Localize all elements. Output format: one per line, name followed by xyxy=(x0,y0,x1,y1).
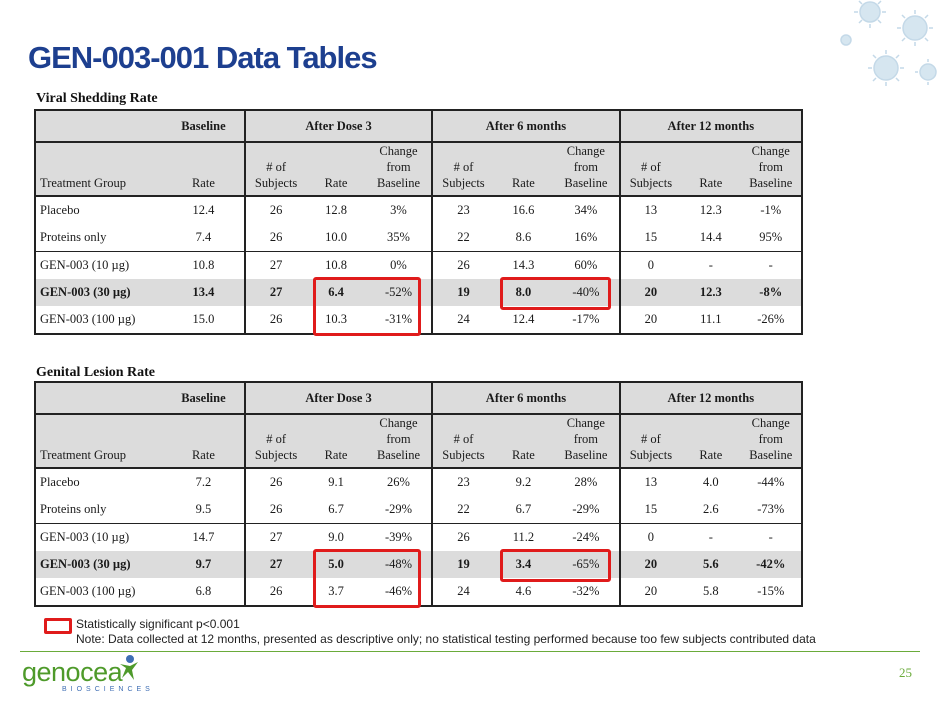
cell: 26 xyxy=(432,524,493,552)
header-baseline-label: Baseline xyxy=(749,176,793,190)
cell: 24 xyxy=(432,578,493,606)
header-after-12-months: After 12 months xyxy=(620,382,802,414)
logo-subtitle: BIOSCIENCES xyxy=(62,686,154,693)
cell: -17% xyxy=(553,306,620,334)
cell: 23 xyxy=(457,203,470,217)
cell: -1% xyxy=(741,196,803,224)
cell: 7.2 xyxy=(163,468,245,496)
cell: -31% xyxy=(366,306,433,334)
cell: -44% xyxy=(741,468,803,496)
cell: Placebo xyxy=(35,196,163,224)
header-change-label: Change xyxy=(566,144,605,158)
cell: 4.0 xyxy=(702,475,719,489)
cell: 35% xyxy=(366,224,433,252)
header-baseline-label: Baseline xyxy=(564,176,608,190)
cell: 19 xyxy=(432,279,493,306)
cell: 5.8 xyxy=(681,578,740,606)
footer-divider xyxy=(20,651,920,652)
cell: - xyxy=(741,524,803,552)
header-from-label: from xyxy=(758,160,783,174)
cell: GEN-003 (10 µg) xyxy=(35,524,163,552)
cell: GEN-003 (30 µg) xyxy=(35,551,163,578)
cell: 19 xyxy=(432,551,493,578)
header-rate: Rate xyxy=(681,414,740,468)
cell: 4.6 xyxy=(494,578,553,606)
header-after-dose-3: After Dose 3 xyxy=(245,110,432,142)
header-change xyxy=(553,142,620,196)
table-row xyxy=(35,252,802,280)
cell: -73% xyxy=(741,496,803,524)
significance-highlight-box xyxy=(500,277,611,310)
cell: 27 xyxy=(245,279,306,306)
cell: 26 xyxy=(269,230,283,244)
header-from-label: from xyxy=(386,432,411,446)
cell: - xyxy=(741,252,803,280)
header-change-label: Change xyxy=(566,416,605,430)
cell: 14.3 xyxy=(494,252,553,280)
cell: GEN-003 (100 µg) xyxy=(35,306,163,334)
cell: 15.0 xyxy=(163,306,245,334)
header-subjects-label: Subjects xyxy=(442,448,485,462)
cell: -42% xyxy=(741,551,803,578)
cell: GEN-003 (100 µg) xyxy=(35,578,163,606)
header-subjects xyxy=(245,414,306,468)
cell: 3% xyxy=(366,196,433,224)
cell: 20 xyxy=(620,578,681,606)
cell: GEN-003 (10 µg) xyxy=(35,252,163,280)
header-after-dose-3: After Dose 3 xyxy=(245,382,432,414)
cell: Proteins only xyxy=(35,224,163,252)
cell: 9.1 xyxy=(328,475,344,489)
table-row xyxy=(35,524,802,552)
cell: 16.6 xyxy=(512,203,535,217)
cell: -8% xyxy=(741,279,803,306)
cell: - xyxy=(681,252,740,280)
cell: 27 xyxy=(245,524,306,552)
header-baseline-label: Baseline xyxy=(564,448,608,462)
table-row xyxy=(35,496,802,524)
cell: 13 xyxy=(644,475,658,489)
header-subjects-label: Subjects xyxy=(254,176,298,190)
page-title: GEN-003-001 Data Tables xyxy=(28,40,377,75)
cell: - xyxy=(681,524,740,552)
logo-wordmark: genocea xyxy=(22,657,123,687)
cell: 95% xyxy=(741,224,803,252)
header-subjects xyxy=(432,142,493,196)
cell: 22 xyxy=(457,502,470,516)
cell: 20 xyxy=(620,551,681,578)
cell: 12.4 xyxy=(494,306,553,334)
cell: 10.3 xyxy=(306,306,365,334)
cell: 2.6 xyxy=(702,502,719,516)
cell: 14.4 xyxy=(699,230,722,244)
header-subjects xyxy=(432,414,493,468)
cell: 22 xyxy=(457,230,470,244)
cell: 12.3 xyxy=(699,203,722,217)
cell: 26 xyxy=(269,203,283,217)
header-num-of: # of xyxy=(640,432,661,446)
header-subjects-label: Subjects xyxy=(629,176,673,190)
cell: 14.7 xyxy=(163,524,245,552)
cell: 8.0 xyxy=(494,279,553,306)
header-treatment-group: Treatment Group xyxy=(35,142,163,196)
header-change-label: Change xyxy=(751,144,790,158)
cell: 12.8 xyxy=(325,203,347,217)
header-baseline-label: Baseline xyxy=(376,448,421,462)
cell: 26% xyxy=(366,468,433,496)
header-rate: Rate xyxy=(306,414,365,468)
header-after-6-months: After 6 months xyxy=(432,110,619,142)
cell: 9.2 xyxy=(515,475,532,489)
cell: -29% xyxy=(553,496,620,524)
page-number: 25 xyxy=(899,665,912,680)
cell: 8.6 xyxy=(515,230,532,244)
header-treatment-group: Treatment Group xyxy=(35,414,163,468)
cell: 10.0 xyxy=(325,230,347,244)
cell: 6.4 xyxy=(306,279,365,306)
table-row xyxy=(35,196,802,224)
header-num-of: # of xyxy=(640,160,661,174)
cell: 34% xyxy=(553,196,620,224)
cell: -26% xyxy=(741,306,803,334)
cell: 23 xyxy=(457,475,470,489)
header-subjects-label: Subjects xyxy=(254,448,298,462)
header-num-of: # of xyxy=(453,432,474,446)
header-subjects xyxy=(620,414,681,468)
header-change-label: Change xyxy=(751,416,790,430)
cell: 7.4 xyxy=(163,224,245,252)
significance-highlight-box xyxy=(500,549,611,582)
header-rate: Rate xyxy=(163,142,245,196)
header-change-label: Change xyxy=(379,416,418,430)
cell: 20 xyxy=(620,306,681,334)
significance-highlight-box xyxy=(313,549,421,608)
header-blank xyxy=(35,382,163,414)
cell: 9.0 xyxy=(306,524,365,552)
header-rate: Rate xyxy=(306,142,365,196)
header-rate: Rate xyxy=(494,142,553,196)
header-baseline: Baseline xyxy=(163,382,245,414)
genital-lesion-title: Genital Lesion Rate xyxy=(36,365,155,380)
cell: 28% xyxy=(553,468,620,496)
cell: 6.7 xyxy=(515,502,532,516)
cell: 5.0 xyxy=(306,551,365,578)
header-baseline-label: Baseline xyxy=(376,176,421,190)
cell: -24% xyxy=(553,524,620,552)
cell: 60% xyxy=(553,252,620,280)
table-row xyxy=(35,468,802,496)
cell: 20 xyxy=(620,279,681,306)
cell: 0 xyxy=(620,252,681,280)
cell: 10.8 xyxy=(306,252,365,280)
header-after-12-months: After 12 months xyxy=(620,110,802,142)
header-change xyxy=(741,414,803,468)
cell: 12.3 xyxy=(681,279,740,306)
header-after-6-months: After 6 months xyxy=(432,382,619,414)
cell: 0% xyxy=(366,252,433,280)
header-change xyxy=(741,142,803,196)
cell: -32% xyxy=(553,578,620,606)
cell: 24 xyxy=(432,306,493,334)
cell: 13 xyxy=(644,203,658,217)
cell: -29% xyxy=(366,496,433,524)
cell: 3.7 xyxy=(306,578,365,606)
cell: 9.7 xyxy=(163,551,245,578)
cell: Proteins only xyxy=(35,496,163,524)
header-subjects xyxy=(245,142,306,196)
header-change xyxy=(366,142,433,196)
figure-logo-icon xyxy=(118,654,140,680)
cell: 10.8 xyxy=(163,252,245,280)
header-baseline: Baseline xyxy=(163,110,245,142)
cell: -46% xyxy=(366,578,433,606)
header-subjects xyxy=(620,142,681,196)
header-rate: Rate xyxy=(494,414,553,468)
legend-significance: Statistically significant p<0.001 xyxy=(76,617,240,631)
viral-shedding-title: Viral Shedding Rate xyxy=(36,91,158,106)
cell: 26 xyxy=(245,578,306,606)
header-num-of: # of xyxy=(453,160,474,174)
cell: 13.4 xyxy=(163,279,245,306)
header-blank xyxy=(35,110,163,142)
cell: 6.8 xyxy=(163,578,245,606)
cell: -40% xyxy=(553,279,620,306)
header-rate: Rate xyxy=(681,142,740,196)
genocea-logo xyxy=(22,658,154,693)
cell: 26 xyxy=(245,306,306,334)
header-num-of: # of xyxy=(266,160,286,174)
header-subjects-label: Subjects xyxy=(629,448,673,462)
cell: 12.4 xyxy=(163,196,245,224)
legend-note: Note: Data collected at 12 months, presented as descriptive only; no statistical testing performed because too few subjects contributed data xyxy=(76,632,816,646)
cell: 15 xyxy=(644,230,658,244)
cell: 26 xyxy=(269,475,283,489)
header-from-label: from xyxy=(573,160,599,174)
cell: 26 xyxy=(432,252,493,280)
header-num-of: # of xyxy=(266,432,286,446)
cell: 26 xyxy=(269,502,283,516)
cell: -52% xyxy=(366,279,433,306)
legend-red-box-icon xyxy=(44,618,72,634)
cell: 9.5 xyxy=(163,496,245,524)
significance-highlight-box xyxy=(313,277,421,336)
table-row xyxy=(35,224,802,252)
header-subjects-label: Subjects xyxy=(442,176,485,190)
cell: -15% xyxy=(741,578,803,606)
header-from-label: from xyxy=(758,432,783,446)
cell: -48% xyxy=(366,551,433,578)
virus-graphic-icon xyxy=(820,0,940,110)
cell: 0 xyxy=(620,524,681,552)
cell: -39% xyxy=(366,524,433,552)
cell: 16% xyxy=(553,224,620,252)
header-change xyxy=(553,414,620,468)
header-from-label: from xyxy=(573,432,599,446)
cell: 27 xyxy=(245,551,306,578)
cell: Placebo xyxy=(35,468,163,496)
cell: 11.2 xyxy=(494,524,553,552)
legend xyxy=(44,617,816,647)
cell: GEN-003 (30 µg) xyxy=(35,279,163,306)
cell: 11.1 xyxy=(681,306,740,334)
cell: 6.7 xyxy=(328,502,344,516)
header-baseline-label: Baseline xyxy=(749,448,793,462)
header-from-label: from xyxy=(386,160,411,174)
cell: 5.6 xyxy=(681,551,740,578)
header-change xyxy=(366,414,433,468)
cell: 3.4 xyxy=(494,551,553,578)
cell: -65% xyxy=(553,551,620,578)
header-rate: Rate xyxy=(163,414,245,468)
cell: 15 xyxy=(644,502,658,516)
header-change-label: Change xyxy=(379,144,418,158)
cell: 27 xyxy=(245,252,306,280)
